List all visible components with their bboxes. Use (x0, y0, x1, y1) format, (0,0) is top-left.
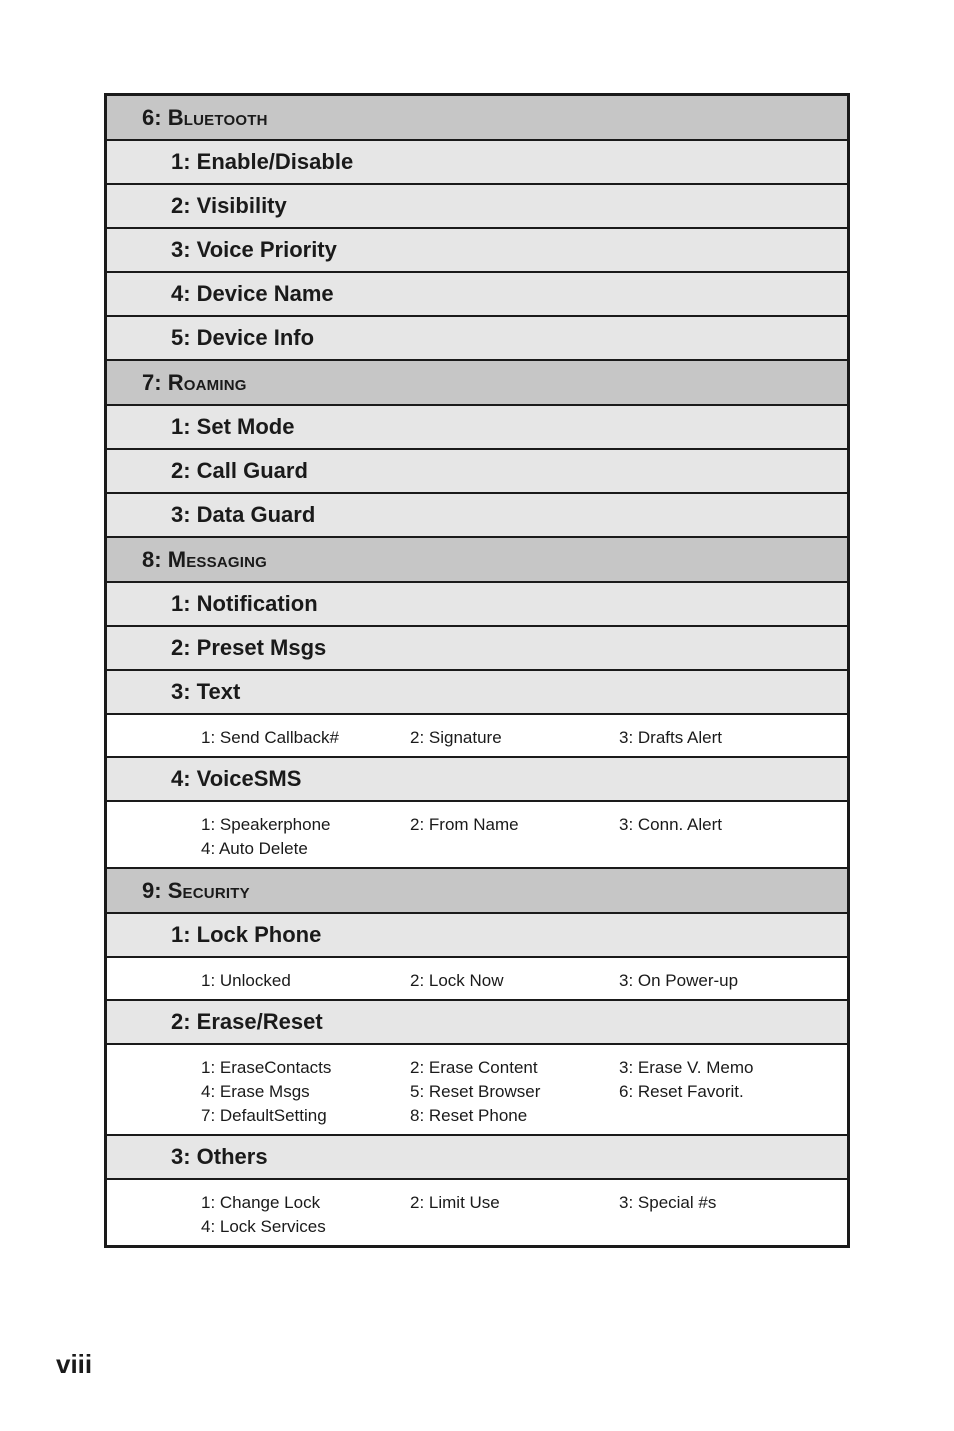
submenu-grid (201, 727, 847, 748)
menu-item[interactable] (107, 406, 847, 450)
submenu-option[interactable]: 8: Reset Phone (410, 1106, 528, 1125)
submenu-option[interactable]: 3: Drafts Alert (619, 728, 722, 747)
section-header[interactable] (107, 361, 847, 406)
menu-item-label: 1: Enable/Disable (171, 149, 354, 174)
submenu-option[interactable]: 2: Limit Use (410, 1193, 500, 1212)
section-header[interactable] (107, 538, 847, 583)
submenu-option[interactable]: 6: Reset Favorit. (619, 1082, 744, 1101)
menu-item[interactable] (107, 185, 847, 229)
section-number: 7: (142, 369, 168, 395)
section-number: 9: (142, 877, 168, 903)
page-number: viii (56, 1349, 93, 1379)
submenu-options (107, 1045, 847, 1136)
submenu-option[interactable]: 3: On Power-up (619, 971, 739, 990)
menu-item-label: 4: Device Name (171, 281, 334, 306)
menu-item-label: 3: Text (171, 679, 241, 704)
submenu-option[interactable]: 2: Lock Now (410, 971, 504, 990)
menu-item-label: 2: Erase/Reset (171, 1009, 323, 1034)
submenu-option[interactable]: 2: Signature (410, 728, 502, 747)
menu-item[interactable] (107, 494, 847, 538)
menu-item-label: 2: Visibility (171, 193, 287, 218)
menu-item-label: 5: Device Info (171, 325, 315, 350)
menu-item[interactable] (107, 1001, 847, 1045)
menu-item-label: 1: Set Mode (171, 414, 295, 439)
submenu-options (107, 958, 847, 1001)
submenu-option[interactable]: 1: EraseContacts (201, 1058, 332, 1077)
submenu-option[interactable]: 4: Lock Services (201, 1217, 326, 1236)
menu-item[interactable] (107, 914, 847, 958)
submenu-option[interactable]: 4: Auto Delete (201, 839, 308, 858)
menu-item[interactable] (107, 450, 847, 494)
menu-item[interactable] (107, 317, 847, 361)
menu-item-label: 3: Data Guard (171, 502, 316, 527)
menu-item[interactable] (107, 1136, 847, 1180)
submenu-option[interactable]: 7: DefaultSetting (201, 1106, 327, 1125)
submenu-option[interactable]: 4: Erase Msgs (201, 1082, 310, 1101)
menu-item-label: 3: Voice Priority (171, 237, 337, 262)
menu-item-label: 4: VoiceSMS (171, 766, 302, 791)
section-header[interactable] (107, 869, 847, 914)
submenu-options (107, 715, 847, 758)
submenu-option[interactable]: 1: Speakerphone (201, 815, 331, 834)
section-name: Bluetooth (167, 104, 268, 130)
menu-item[interactable] (107, 229, 847, 273)
menu-item[interactable] (107, 583, 847, 627)
menu-item[interactable] (107, 141, 847, 185)
menu-item[interactable] (107, 758, 847, 802)
submenu-options (107, 1180, 847, 1245)
submenu-option[interactable]: 5: Reset Browser (410, 1082, 541, 1101)
submenu-option[interactable]: 2: Erase Content (410, 1058, 538, 1077)
menu-item[interactable] (107, 273, 847, 317)
submenu-grid (201, 1192, 847, 1237)
menu-table (104, 93, 850, 1248)
submenu-option[interactable]: 1: Unlocked (201, 971, 291, 990)
submenu-option[interactable]: 1: Send Callback# (201, 728, 339, 747)
submenu-option[interactable]: 1: Change Lock (201, 1193, 321, 1212)
menu-item-label: 1: Notification (171, 591, 318, 616)
section-number: 6: (142, 104, 168, 130)
menu-item-label: 1: Lock Phone (171, 922, 322, 947)
menu-item[interactable] (107, 671, 847, 715)
menu-item-label: 2: Call Guard (171, 458, 308, 483)
section-header[interactable] (107, 96, 847, 141)
section-name: Messaging (167, 546, 267, 572)
submenu-option[interactable]: 3: Conn. Alert (619, 815, 723, 834)
submenu-options (107, 802, 847, 869)
submenu-option[interactable]: 3: Special #s (619, 1193, 717, 1212)
section-name: Roaming (167, 369, 247, 395)
submenu-grid (201, 1057, 847, 1126)
menu-item-label: 3: Others (171, 1144, 268, 1169)
section-number: 8: (142, 546, 168, 572)
submenu-option[interactable]: 2: From Name (410, 815, 519, 834)
menu-item-label: 2: Preset Msgs (171, 635, 327, 660)
submenu-grid (201, 970, 847, 991)
submenu-grid (201, 814, 847, 859)
submenu-option[interactable]: 3: Erase V. Memo (619, 1058, 754, 1077)
menu-item[interactable] (107, 627, 847, 671)
section-name: Security (167, 877, 250, 903)
